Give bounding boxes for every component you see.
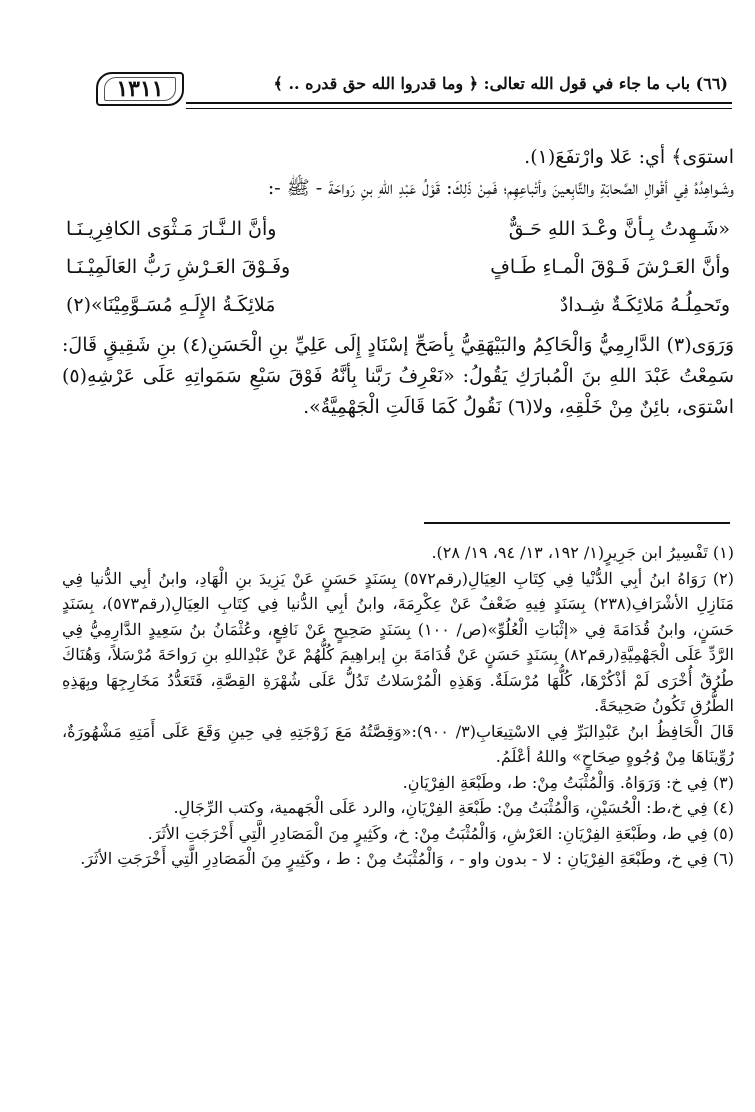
verse-second-hemistich: وفَـوْقَ العَـرْشِ رَبُّ العَالَمِيْـنَـا [66,256,291,278]
page-number: ١٣١١ [96,72,184,106]
footnote-4: (٤) فِي خ،ط: الْحُسَيْنِ، وَالْمُثْبَتُ مِنْ: طَبْعَةِ الفِرْيَانِ، والرد عَلَى الْجَهمية، وكتب الرِّجَالِ. [173,798,734,817]
verse-second-hemistich: وأنَّ الـنَّـارَ مَـثْوَى الكافِرِيـنَـا [66,218,277,240]
footnote-6: (٦) فِي خ، وطَبْعَةِ الفِرْيَانِ : لا - بدون واو - ، وَالْمُثْبَتُ مِنْ : ط ، وكَثِيرٍ مِنَ الْمَصَادِرِ الَّتِي أَخْرَجَتِ الأثَرَ. [80,849,734,868]
footnote-2: (٢) رَوَاهُ ابنُ أبِي الدُّنْيا فِي كِتَابِ العِيَالِ(رقم٥٧٢) بِسَنَدٍ حَسَنٍ عَنْ يَزِيدَ بنِ الْهَادِ، وابنُ أبِي الدُّنيا فِي مَنَازِلِ الأشْرَافِ(٢٣٨) بِسَنَدٍ فِيهِ ضَعْفٌ عَنْ عِكْرِمَةَ، وابنُ أبِي الدُّنيا فِي كِتَابِ العِيَالِ(رقم٥٧٣)، بِسَنَدٍ حَسَنٍ، وابنُ قُدَامَةَ فِي «إثْبَاتِ الْعُلُوِّ»(ص/ ١٠٠) بِسَنَدٍ صَحِيحٍ عَنْ نَافِعٍ، وعُثْمَانُ بنُ سَعِيدٍ الدَّارِمِيُّ فِي الرَّدِّ عَلَى الْجَهْمِيَّةِ(رقم٨٢) بِسَنَدٍ حَسَنٍ عَنْ قُدَامَةَ بنِ إبراهِيمَ كُلُّهُمْ عَنْ عَبْدِاللهِ بنِ رَواحَةَ مُرْسَلاً، وَهُنَاكَ طُرُقٌ أُخْرَى لَمْ أذْكُرْهَا، كُلُّهَا مُرْسَلَةٌ. وَهَذِهِ الْمُرْسَلاتُ تَدُلُّ عَلَى شُهْرَةِ القِصَّةِ، فَتَعَدُّدُ مَخَارِجِهَا وبِهَذِهِ الطُّرُقِ تَكُونُ صَحِيحَةً. [62,568,734,715]
poem-verse [62,210,734,248]
footnotes [62,540,734,872]
footnote-1: (١) تَفْسِيرُ ابن جَرِيرٍ(١/ ١٩٢، ١٣/ ٩٤، ١٩/ ٢٨). [431,543,734,562]
footnote-3: (٣) فِي خ: وَرَوَاهُ. وَالْمُثْبَتُ مِنْ: ط، وطَبْعَةِ الفِرْيَانِ. [402,772,734,792]
main-paragraph-2: وشَـواهِدُهُ فِي أقْوالِ الصَّحابَةِ والتَّابِعينَ وأتْباعِهِم؛ فَمِنْ ذَلِكَ: قَوْلُ عَبْدِ اللهِ بنِ رَواحَةَ - ﷺ -: [267,177,734,199]
main-text [62,142,734,423]
running-title: (٦٦) باب ما جاء في قول الله تعالى: ﴿ وما قدروا الله حق قدره .. ﴾ [273,74,728,93]
verse-first-hemistich: «شَـهِدتُ بِـأنَّ وعْـدَ اللهِ حَـقٌّ [508,218,730,240]
verse-first-hemistich: وتَحمِلُـهُ مَلائِكَـةٌ شِـدادٌ [559,294,730,316]
poem-verse [62,286,734,324]
main-paragraph-3: وَرَوَى(٣) الدَّارِمِيُّ وَالْحَاكِمُ والبَيْهَقِيُّ بِأصَحِّ إسْنَادٍ إِلَى عَلِيِّ بنِ الْحَسَنِ(٤) بنِ شَقِيقٍ قَالَ: سَمِعْتُ عَبْدَ اللهِ بنَ الْمُبارَكِ يَقُولُ: «نَعْرِفُ رَبَّنا بِأنَّهُ فَوْقَ سَبْعِ سَمَواتِهِ عَلَى عَرْشِهِ(٥) اسْتوَى، بائِنٌ مِنْ خَلْقِهِ، ولا(٦) نَقُولُ كَمَا قَالَتِ الْجَهْمِيَّةُ». [62,334,734,418]
poem [62,210,734,324]
footnote-separator [424,522,730,524]
verse-first-hemistich: وأنَّ العَـرْشَ فَـوْقَ الْمـاءِ طَـافٍ [490,256,730,278]
page-header [96,68,732,108]
main-paragraph-1: استوَى﴾ أي: عَلا وارْتفَعَ(١). [524,146,734,168]
poem-verse [62,248,734,286]
footnote-5: (٥) فِي ط، وطَبْعَةِ الفِرْيَانِ: العَرْشِ، وَالْمُثْبَتُ مِنْ: خ، وكَثِيرٍ مِنَ الْمَصَادِرِ الَّتِي أَخْرَجَتِ الأثَرَ. [147,823,734,843]
verse-second-hemistich: مَلائِكَـةُ الإِلَـهِ مُسَـوَّمِيْنَا»(٢) [66,294,276,316]
header-rule [186,102,732,109]
footnote-2-continuation: قَالَ الْحَافِظُ ابنُ عَبْدِالبَرِّ فِي الاسْتِيعَابِ(٣/ ٩٠٠):«وَقِصَّتُهُ مَعَ زَوْجَتِهِ فِي حِينِ وَقَعَ عَلَى أَمَتِهِ مَشْهُورَةٌ، رُوِّينَاهَا مِنْ وُجُوهٍ صِحَاحٍ» واللهُ أعْلَمُ. [62,721,735,766]
